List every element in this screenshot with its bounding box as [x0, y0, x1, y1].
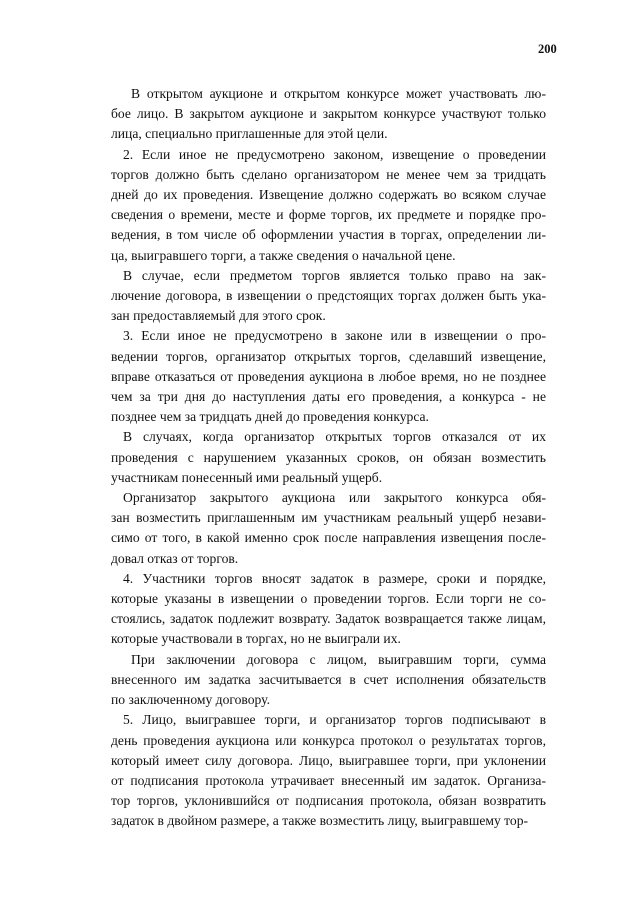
text-line: зан предоставляемый для этого срок. — [111, 308, 326, 324]
paragraph — [111, 427, 546, 488]
text-line: довал отказ от торгов. — [111, 550, 239, 566]
text-line: тор торгов, уклонившийся от подписания протокола, обязан возвратить — [111, 793, 546, 809]
text-line: лица, специально приглашенные для этой цели. — [111, 126, 388, 142]
text-line: В случаях, когда организатор открытых торгов отказался от их — [123, 429, 546, 445]
paragraph — [111, 326, 546, 427]
text-line: 5. Лицо, выигравшее торги, и организатор торгов подписывают в — [123, 712, 546, 728]
text-line: день проведения аукциона или конкурса протокол о результатах торгов, — [111, 732, 546, 748]
paragraph — [111, 569, 546, 650]
text-line: проведения с нарушением указанных сроков, он обязан возместить — [111, 449, 546, 465]
text-line: который имеет силу договора. Лицо, выигравшее торги, при уклонении — [111, 752, 546, 768]
text-line: позднее чем за тридцать дней до проведения конкурса. — [111, 409, 429, 425]
text-line: лючение договора, в извещении о предстоящих торгах должен быть ука- — [111, 288, 546, 304]
text-line: В открытом аукционе и открытом конкурсе может участвовать лю- — [131, 86, 546, 101]
body-text — [111, 84, 546, 832]
text-line: 4. Участники торгов вносят задаток в размере, сроки и порядке, — [123, 570, 546, 586]
paragraph — [111, 266, 546, 327]
text-line: дней до их проведения. Извещение должно содержать во всяком случае — [111, 187, 546, 203]
page-number: 200 — [538, 42, 557, 56]
text-line: При заключении договора с лицом, выигравшим торги, сумма — [131, 651, 546, 667]
paragraph — [111, 488, 546, 569]
text-line: бое лицо. В закрытом аукционе и закрытом конкурсе участвуют только — [111, 106, 546, 122]
text-line: торгов должно быть сделано организатором не менее чем за тридцать — [111, 166, 546, 182]
text-line: по заключенному договору. — [111, 692, 270, 708]
text-line: Организатор закрытого аукциона или закрытого конкурса обя- — [123, 490, 546, 506]
text-line: ца, выигравшего торги, а также сведения о начальной цене. — [111, 247, 456, 263]
text-line: чем за три дня до наступления даты его проведения, а конкурса - не — [111, 389, 546, 405]
text-line: вправе отказаться от проведения аукциона в любое время, но не позднее — [111, 368, 546, 384]
paragraph — [111, 84, 546, 145]
paragraph — [111, 650, 546, 711]
text-line: от подписания протокола утрачивает внесенный им задаток. Организа- — [111, 772, 546, 788]
text-line: зан возместить приглашенным им участникам реальный ущерб незави- — [111, 510, 546, 526]
text-line: которые указаны в извещении о проведении торгов. Если торги не со- — [111, 591, 546, 607]
paragraph — [111, 145, 546, 266]
text-line: участникам понесенный ими реальный ущерб. — [111, 469, 383, 485]
text-line: ведения, в том числе об оформлении участия в торгах, определении ли- — [111, 227, 546, 243]
text-line: внесенного им задатка засчитывается в счет исполнения обязательств — [111, 671, 546, 687]
text-line: стоялись, задаток подлежит возврату. Задаток возвращается также лицам, — [111, 611, 546, 627]
text-line: задаток в двойном размере, а также возместить лицу, выигравшему тор- — [111, 813, 529, 829]
text-line: 3. Если иное не предусмотрено в законе или в извещении о про- — [123, 328, 546, 344]
paragraph — [111, 710, 546, 831]
text-line: симо от того, в какой именно срок после направления извещения после- — [111, 530, 546, 546]
text-line: ведении торгов, организатор открытых торгов, сделавший извещение, — [111, 348, 546, 364]
text-line: В случае, если предметом торгов является только право на зак- — [123, 267, 546, 283]
text-line: которые участвовали в торгах, но не выиграли их. — [111, 631, 401, 647]
text-line: 2. Если иное не предусмотрено законом, извещение о проведении — [123, 146, 546, 162]
text-line: сведения о времени, месте и форме торгов, их предмете и порядке про- — [111, 207, 546, 223]
